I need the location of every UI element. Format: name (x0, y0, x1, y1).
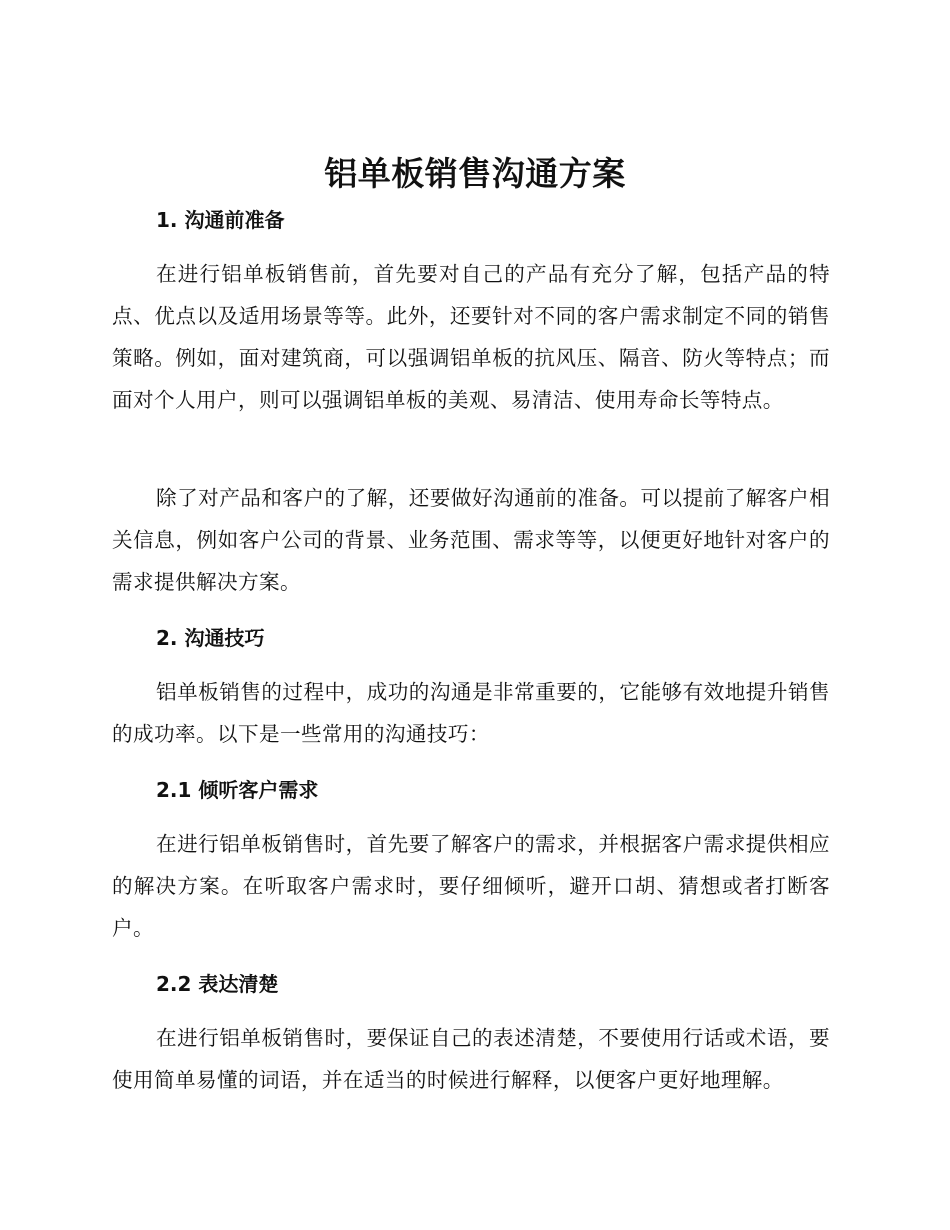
document-title: 铝单板销售沟通方案 (324, 154, 626, 193)
paragraph-listen: 在进行铝单板销售时，首先要了解客户的需求，并根据客户需求提供相应的解决方案。在听取客户需求时，要仔细倾听，避开口胡、猜想或者打断客户。 (112, 832, 830, 940)
paragraph-express-clearly: 在进行铝单板销售时，要保证自己的表述清楚，不要使用行话或术语，要使用简单易懂的词语，并在适当的时候进行解释，以便客户更好地理解。 (112, 1026, 830, 1092)
section-heading-communication-skills: 2. 沟通技巧 (156, 626, 265, 650)
paragraph-skills-intro: 铝单板销售的过程中，成功的沟通是非常重要的，它能够有效地提升销售的成功率。以下是一些常用的沟通技巧： (112, 680, 830, 746)
section-heading-listen: 2.1 倾听客户需求 (156, 778, 319, 802)
section-heading-express-clearly: 2.2 表达清楚 (156, 972, 279, 996)
paragraph-product-knowledge: 在进行铝单板销售前，首先要对自己的产品有充分了解，包括产品的特点、优点以及适用场景等等。此外，还要针对不同的客户需求制定不同的销售策略。例如，面对建筑商，可以强调铝单板的抗风压、隔音、防火等特点；而面对个人用户，则可以强调铝单板的美观、易清洁、使用寿命长等特点。 (112, 262, 830, 412)
section-heading-preparation: 1. 沟通前准备 (156, 208, 285, 232)
paragraph-customer-research: 除了对产品和客户的了解，还要做好沟通前的准备。可以提前了解客户相关信息，例如客户公司的背景、业务范围、需求等等，以便更好地针对客户的需求提供解决方案。 (112, 486, 830, 594)
